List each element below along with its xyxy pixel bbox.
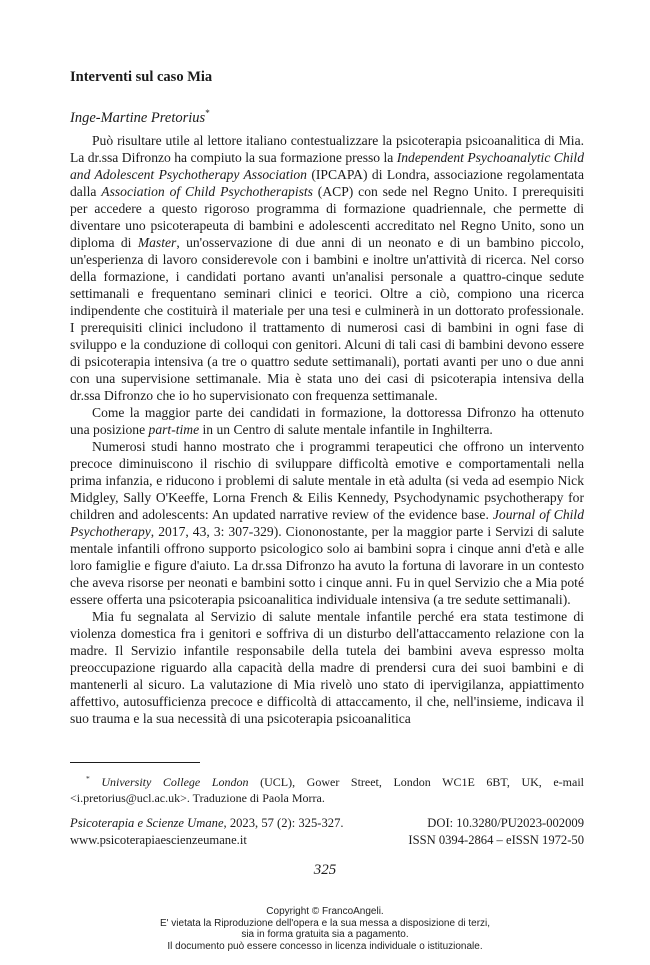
copyright-line: Copyright © FrancoAngeli. <box>266 906 384 917</box>
author-footnote-mark: * <box>205 108 210 118</box>
journal-volume: , 2023, 57 (2): 325-327. <box>223 816 344 830</box>
journal-info <box>70 815 584 849</box>
paragraph-text: Può risultare utile al lettore italiano contestualizzare la psicoterapia psicoanalitica di Mia. La dr.ssa Difronzo ha compiuto la sua formazione presso la <box>70 133 584 165</box>
paragraph-text: Mia fu segnalata al Servizio di salute mentale infantile perché era stata testimone di violenza domestica fra i genitori e soffriva di un disturbo dell'attaccamento relazione con la madre. Il Servizio infantile responsabile della tutela dei bambini aveva espresso molta preoccupazione riguardo alla capacità della madre di prendersi cura dei suoi bambini e di mantenerli al sicuro. La valutazione di Mia rivelò uno stato di ipervigilanza, appiattimento affettivo, autosufficienza precoce e difficoltà di attaccamento, il che, nell'insieme, indicava il suo trauma e la sua necessità di una psicoterapia psicoanalitica <box>70 609 584 726</box>
paragraph-text: (IPCAPA) di Londra, associazione regolamentata dalla <box>70 167 584 199</box>
copyright-notice <box>0 906 650 952</box>
article-title: Interventi sul caso Mia <box>70 69 213 85</box>
journal-citation <box>70 815 344 832</box>
paragraph-3 <box>70 438 584 608</box>
italic-term: Journal of Child Psychotherapy <box>70 507 585 539</box>
italic-term: Independent Psychoanalytic Child and Adolescent Psychotherapy Association <box>70 150 584 182</box>
paragraph-text: , un'osservazione di due anni di un neonato e di un bambino piccolo, un'esperienza di lavoro considerevole con i bambini e inoltre un'attività di ricerca. Nel corso della formazione, i candidati portano avanti un'analisi personale a quattro-cinque sedute settimanali e frequentano seminari clinici e teorici. Oltre a ciò, compiono una ricerca indipendente che costituirà il materiale per una tesi e culminerà in un dottorato professionale. I prerequisiti clinici includono il trattamento di numerosi casi di bambini in ogni fase di sviluppo e la conduzione di colloqui con genitori. Alcuni di tali casi di bambini devono essere di psicoterapia intensiva (a tre o quattro sedute settimanali), portati avanti per uno o due anni con una supervisione settimanale. Mia è stata uno dei casi di psicoterapia intensiva della dr.ssa Difronzo che io ho supervisionato con frequenza settimanale. <box>70 235 584 403</box>
footnote <box>70 771 584 806</box>
paragraph-text: Come la maggior parte dei candidati in formazione, la dottoressa Difronzo ha ottenuto una posizione <box>70 405 584 437</box>
author-name: Inge-Martine Pretorius <box>70 109 206 126</box>
paragraph-1 <box>70 132 584 404</box>
paragraph-4 <box>70 608 584 727</box>
issn: ISSN 0394-2864 – eISSN 1972-50 <box>408 833 584 847</box>
paragraph-text: Numerosi studi hanno mostrato che i programmi terapeutici che offrono un intervento precoce diminuiscono il rischio di sviluppare difficoltà emotive e comportamentali nella prima infanzia, e riducono i problemi di salute mentale in età adulta (si veda ad esempio Nick Midgley, Sally O'Keeffe, Lorna French & Eilis Kennedy, Psychodynamic psychotherapy for children and adolescents: An updated narrative review of the evidence base. <box>70 439 584 522</box>
paragraph-text: in un Centro di salute mentale infantile in Inghilterra. <box>199 422 493 437</box>
journal-name: Psicoterapia e Scienze Umane <box>70 816 224 830</box>
footnote-institution: University College London <box>101 775 249 789</box>
italic-term: Association of Child Psychotherapists <box>101 184 313 199</box>
author-line <box>70 104 590 127</box>
article-body <box>70 132 584 727</box>
journal-row-1 <box>70 815 584 832</box>
paragraph-2 <box>70 404 584 438</box>
copyright-line: sia in forma gratuita sia a pagamento. <box>241 929 409 940</box>
journal-website: www.psicoterapiaescienzeumane.it <box>70 833 247 847</box>
paragraph-text: , 2017, 43, 3: 307-329). Ciononostante, per la maggior parte i Servizi di salute mentale infantili offrono supporto psicologico solo ai bambini sopra i cinque anni d'età e alle loro famiglie e figure d'aiuto. La dr.ssa Difronzo ha avuto la fortuna di lavorare in un contesto che aveva risorse per neonati e bambini sotto i cinque anni. Fu in quel Servizio che a Mia poté essere offerta una psicoterapia psicoanalitica individuale intensiva (a tre sedute settimanali). <box>70 524 584 607</box>
footnote-mark: * <box>86 774 90 783</box>
italic-term: part-time <box>148 422 200 437</box>
doi: DOI: 10.3280/PU2023-002009 <box>427 816 584 830</box>
italic-term: Master <box>137 235 177 250</box>
copyright-line: E' vietata la Riproduzione dell'opera e la sua messa a disposizione di terzi, <box>159 917 491 929</box>
paragraph-text: (ACP) con sede nel Regno Unito. I prerequisiti per accedere a questo rigoroso programma di formazione quadriennale, che permette di diventare uno psicoterapeuta di bambini e adolescenti accreditato nel Regno Unito, sono un diploma di <box>70 184 584 250</box>
footnote-divider <box>70 762 200 763</box>
copyright-line: Il documento può essere concesso in licenza individuale o istituzionale. <box>167 940 483 952</box>
page-number: 325 <box>313 862 337 878</box>
footnote-text: (UCL), Gower Street, London WC1E 6BT, UK, e-mail <i.pretorius@ucl.ac.uk>. Traduzione di Paola Morra. <box>70 775 585 805</box>
journal-row-2 <box>70 832 584 849</box>
